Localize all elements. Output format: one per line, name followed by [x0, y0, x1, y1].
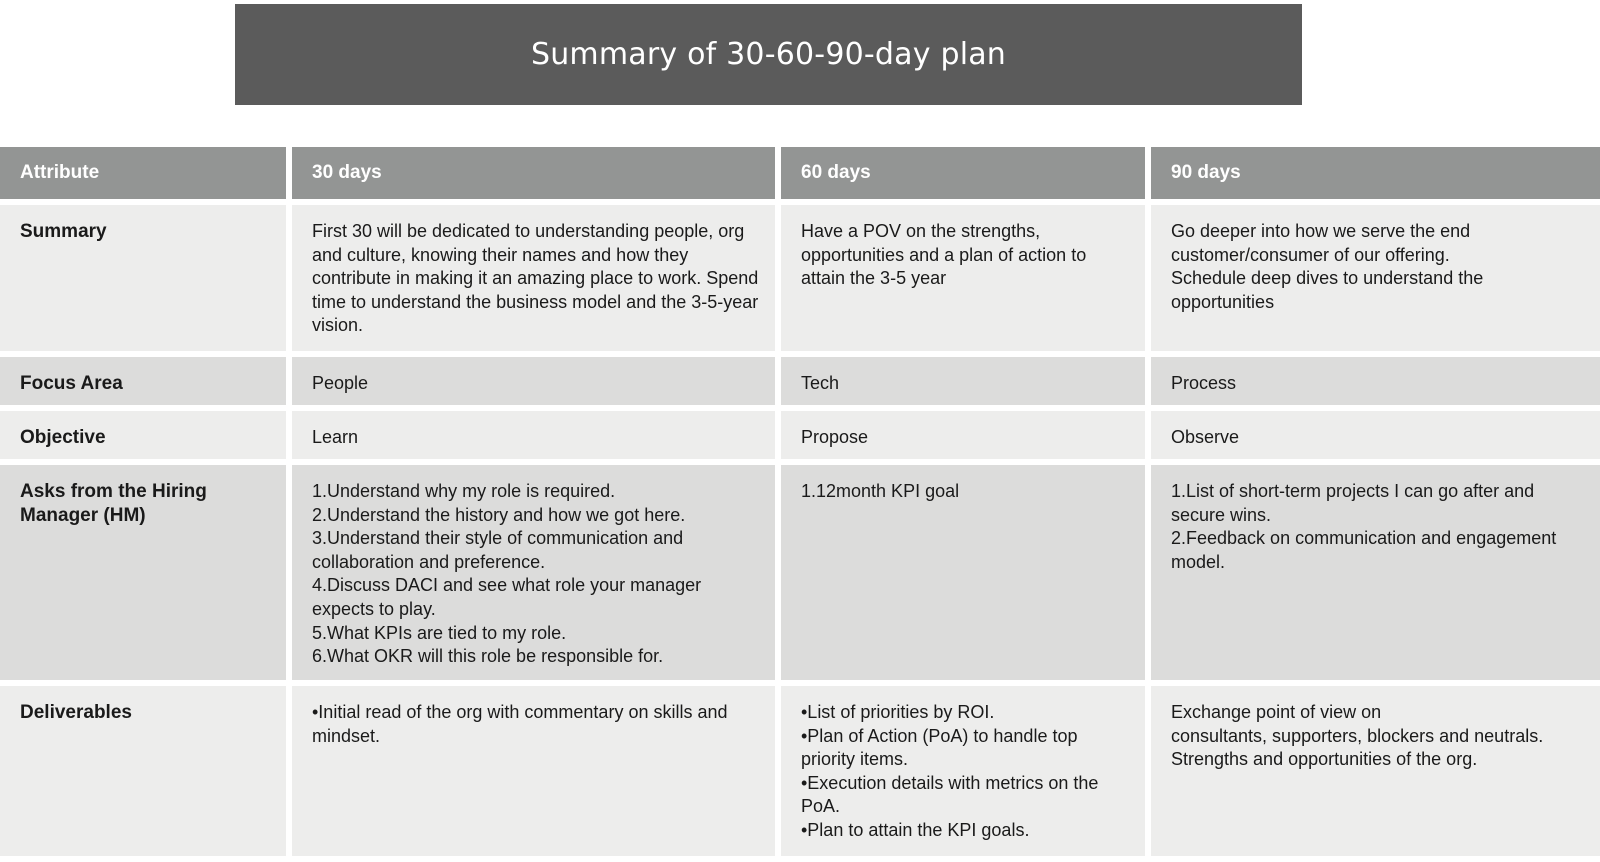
- cell-line: People: [312, 373, 369, 393]
- cell-line: Tech: [801, 373, 840, 393]
- table-row-focus-area: [0, 357, 1600, 405]
- column-header-30-days: 30 days: [292, 147, 775, 199]
- cell-line: Go deeper into how we serve the end customer/consumer of our offering.: [1171, 221, 1471, 265]
- table-row-summary: [0, 205, 1600, 351]
- cell-60-days: [781, 205, 1145, 351]
- cell-60-days: [781, 465, 1145, 680]
- attribute-cell: Deliverables: [0, 686, 286, 856]
- title-banner: [235, 4, 1302, 105]
- list-item: •List of priorities by ROI.: [801, 702, 995, 722]
- cell-60-days: [781, 357, 1145, 405]
- cell-line: Have a POV on the strengths, opportunities and a plan of action to attain the 3-5 year: [801, 221, 1087, 289]
- cell-line: consultants, supporters, blockers and neutrals.: [1171, 725, 1544, 746]
- cell-line: Learn: [312, 427, 359, 447]
- list-item: 4.Discuss DACI and see what role your manager expects to play.: [312, 575, 702, 619]
- cell-90-days: [1151, 686, 1600, 856]
- cell-90-days: [1151, 357, 1600, 405]
- plan-table: [0, 141, 1600, 862]
- cell-line: Observe: [1171, 427, 1240, 447]
- list-item: 1.Understand why my role is required.: [312, 481, 616, 501]
- list-item: 1.List of short-term projects I can go after and secure wins.: [1171, 481, 1535, 525]
- cell-90-days: [1151, 205, 1600, 351]
- cell-30-days: [292, 205, 775, 351]
- cell-30-days: [292, 357, 775, 405]
- list-item: •Initial read of the org with commentary on skills and mindset.: [312, 702, 728, 746]
- list-item: •Plan to attain the KPI goals.: [801, 819, 1030, 840]
- list-item: •Plan of Action (PoA) to handle top priority items.: [801, 725, 1078, 770]
- column-header-attribute: Attribute: [0, 147, 286, 199]
- cell-line: Exchange point of view on: [1171, 702, 1382, 722]
- column-header-90-days: 90 days: [1151, 147, 1600, 199]
- page-title: Summary of 30-60-90-day plan: [530, 37, 1007, 72]
- cell-90-days: [1151, 411, 1600, 459]
- list-item: 3.Understand their style of communication and collaboration and preference.: [312, 528, 684, 572]
- cell-90-days: [1151, 465, 1600, 680]
- table-row-asks-from-hm: [0, 465, 1600, 680]
- cell-line: Schedule deep dives to understand the opportunities: [1171, 268, 1484, 312]
- attribute-cell: Focus Area: [0, 357, 286, 405]
- attribute-cell: Summary: [0, 205, 286, 351]
- cell-60-days: [781, 686, 1145, 856]
- cell-30-days: [292, 411, 775, 459]
- list-item: 1.12month KPI goal: [801, 481, 960, 501]
- cell-line: Propose: [801, 427, 869, 447]
- cell-30-days: [292, 465, 775, 680]
- header-row: [0, 147, 1600, 199]
- cell-line: First 30 will be dedicated to understanding people, org and culture, knowing their names and how they contribute in making it an amazing place to work. Spend time to understand the business model and the 3-5-year vision.: [312, 221, 759, 336]
- attribute-cell: Objective: [0, 411, 286, 459]
- cell-30-days: [292, 686, 775, 856]
- table-row-deliverables: [0, 686, 1600, 856]
- attribute-cell: Asks from the Hiring Manager (HM): [0, 465, 286, 680]
- cell-60-days: [781, 411, 1145, 459]
- cell-line: Strengths and opportunities of the org.: [1171, 749, 1478, 770]
- table-row-objective: [0, 411, 1600, 459]
- list-item: •Execution details with metrics on the PoA.: [801, 772, 1099, 817]
- column-header-60-days: 60 days: [781, 147, 1145, 199]
- cell-line: Process: [1171, 373, 1237, 393]
- list-item: 5.What KPIs are tied to my role.: [312, 622, 567, 643]
- list-item: 6.What OKR will this role be responsible for.: [312, 646, 664, 667]
- list-item: 2.Understand the history and how we got here.: [312, 504, 686, 525]
- list-item: 2.Feedback on communication and engagement model.: [1171, 528, 1557, 572]
